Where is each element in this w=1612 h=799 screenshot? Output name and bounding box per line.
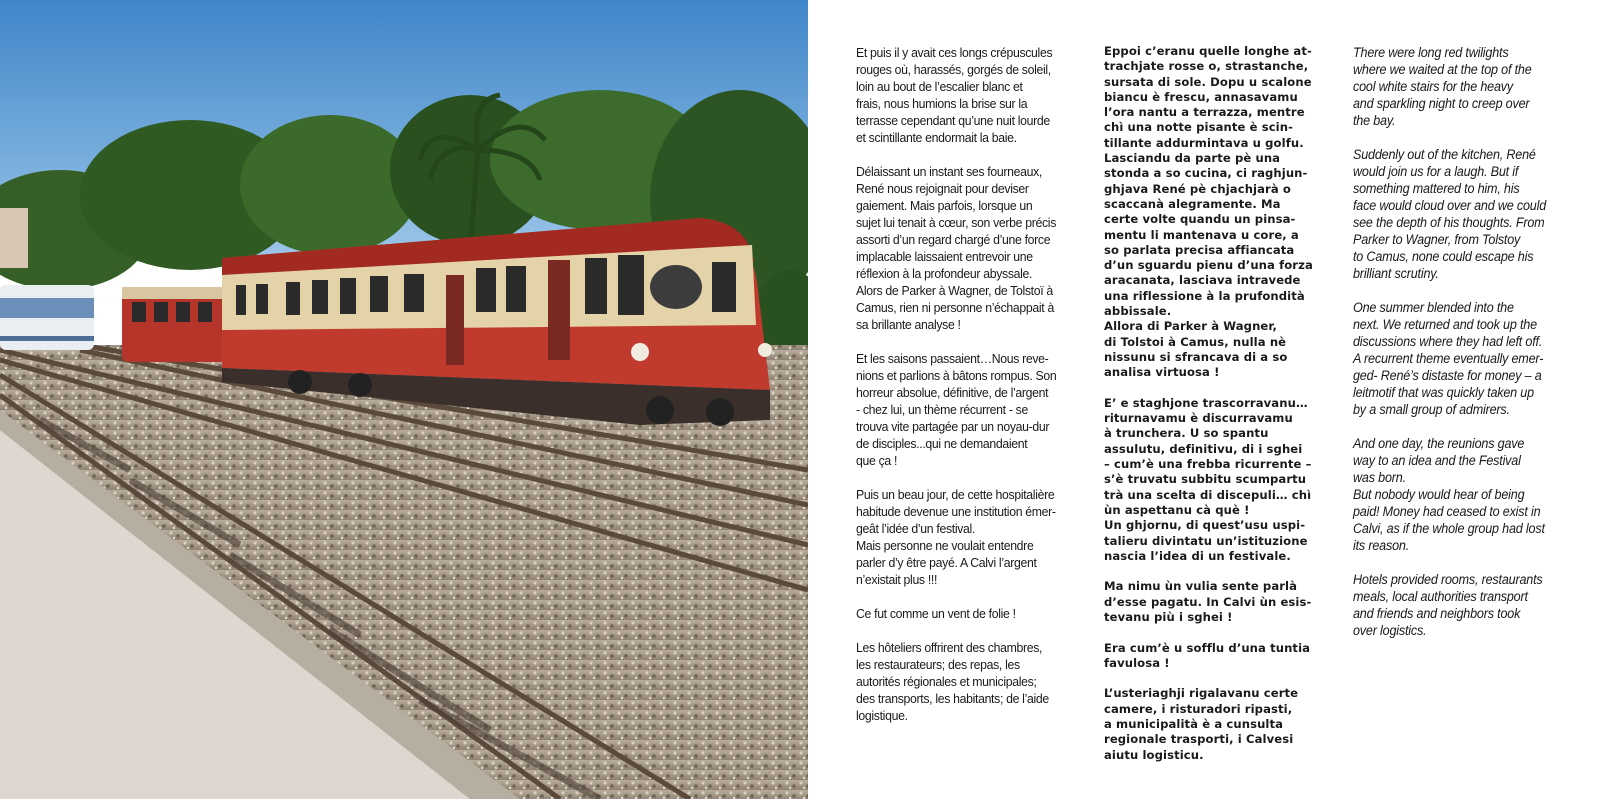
english-paragraph-5: Hotels provided rooms, restaurants meals, local authorities transport and friends and neighbors took over logistics. [1353,572,1543,638]
english-paragraph-4: And one day, the reunions gave way to an idea and the Festival was born. But nobody would hear of being paid! Money had ceased to exist in Calvi, as if the whole group had lost its reason. [1353,436,1545,553]
corsican-paragraph-1: Eppoi c’eranu quelle longhe at- trachjate rosse o, strastanche, sursata di sole. Dopu u scalone biancu è frescu, annasavamu l’ora nantu a terrazza, mentre chì una notte pisante è scin- tillante addurmintava u golfu. Lasciandu da parte pè una stonda a so cucina, ci raghjun- ghjava René pè chjachjarà o scaccanà alegramente. Ma certe volte quandu un pinsa- mentu li mantenava u core, a so parlata precisa affiancata d’un sguardu pienu d’una forza aracanata, lasciava intravede una riflessione à la prufondità abbissale. Allora di Parker à Wagner, di Tolstoi à Camus, nulla nè nissunu si sfrancava di a so analisa virtuosa ! [1104,44,1313,380]
french-column [856,44,1070,741]
red-trailer-car [122,287,232,362]
french-paragraph-5: Ce fut comme un vent de folie ! [856,606,1016,621]
english-paragraph-2: Suddenly out of the kitchen, René would join us for a laugh. But if something mattered to him, his face would cloud over and we could see the depth of his thoughts. From Parker to Wagner, from Tolstoy to Camus, none could escape his brilliant scrutiny. [1353,147,1547,281]
white-railcar [0,285,94,350]
english-column [1353,44,1579,656]
corsican-paragraph-2: E’ e staghjone trascorravanu… riturnavamu è discurravamu à trunchera. U so spantu assulutu, definitivu, di i sghei – cum’è una frebba ricurrente – s’è truvatu subbitu scumpartu trà una scelta di discepuli… chì ùn aspettanu cà què ! Un ghjornu, di quest’usu uspi- talieru divintatu un’istituzione nascia l’idea di un festivale. [1104,395,1312,563]
corsican-column [1104,44,1340,778]
building [0,208,28,268]
french-paragraph-4: Puis un beau jour, de cette hospitalière habitude devenue une institution émer- geât l’idée d’un festival. Mais personne ne voulait entendre parler d’y être payé. A Calvi l’argent n’existait plus !!! [856,487,1056,587]
corsican-paragraph-3: Ma nimu ùn vulia sente parlà d’esse pagatu. In Calvi ùn esis- tevanu più i sghei ! [1104,579,1312,624]
english-paragraph-1: There were long red twilights where we waited at the top of the cool white stairs for the heavy and sparkling night to creep over the bay. [1353,45,1532,128]
corsican-paragraph-5: L’usteriaghji rigalavanu certe camere, i risturadori ripasti, a municipalità è a cunsulta regionale trasporti, i Calvesi aiutu logisticu. [1104,686,1299,762]
french-paragraph-2: Délaissant un instant ses fourneaux, René nous rejoignait pour deviser gaiement. Mais parfois, lorsque un sujet lui tenait à cœur, son verbe précis assorti d’un regard chargé d’une force implacable laissaient entrevoir une réflexion à la profondeur abyssale. Alors de Parker à Wagner, de Tolstoï à Camus, rien ni personne n’échappait à sa brillante analyse ! [856,164,1057,332]
french-paragraph-6: Les hôteliers offrirent des chambres, les restaurateurs; des repas, les autorités régionales et municipales; des transports, les habitants; de l’aide logistique. [856,640,1049,723]
french-paragraph-3: Et les saisons passaient…Nous reve- nions et parlions à bâtons rompus. Son horreur absolue, définitive, de l’argent - chez lui, un thème récurrent - se trouva vite partagée par un noyau-dur de disciples...qui ne demandaient que ça ! [856,351,1057,468]
corsican-paragraph-4: Era cum’è u sofflu d’una tuntia favulosa ! [1104,640,1311,670]
french-paragraph-1: Et puis il y avait ces longs crépuscules rouges où, harassés, gorgés de soleil, loin au bout de l’escalier blanc et frais, nous humions la brise sur la terrasse cependant qu’une nuit lourde et scintillante endormait la baie. [856,45,1053,145]
english-paragraph-3: One summer blended into the next. We returned and took up the discussions where they had left off. A recurrent theme eventually emer- ged- René’s distaste for money – a leitmotif that was quickly taken up by a small group of admirers. [1353,300,1544,417]
